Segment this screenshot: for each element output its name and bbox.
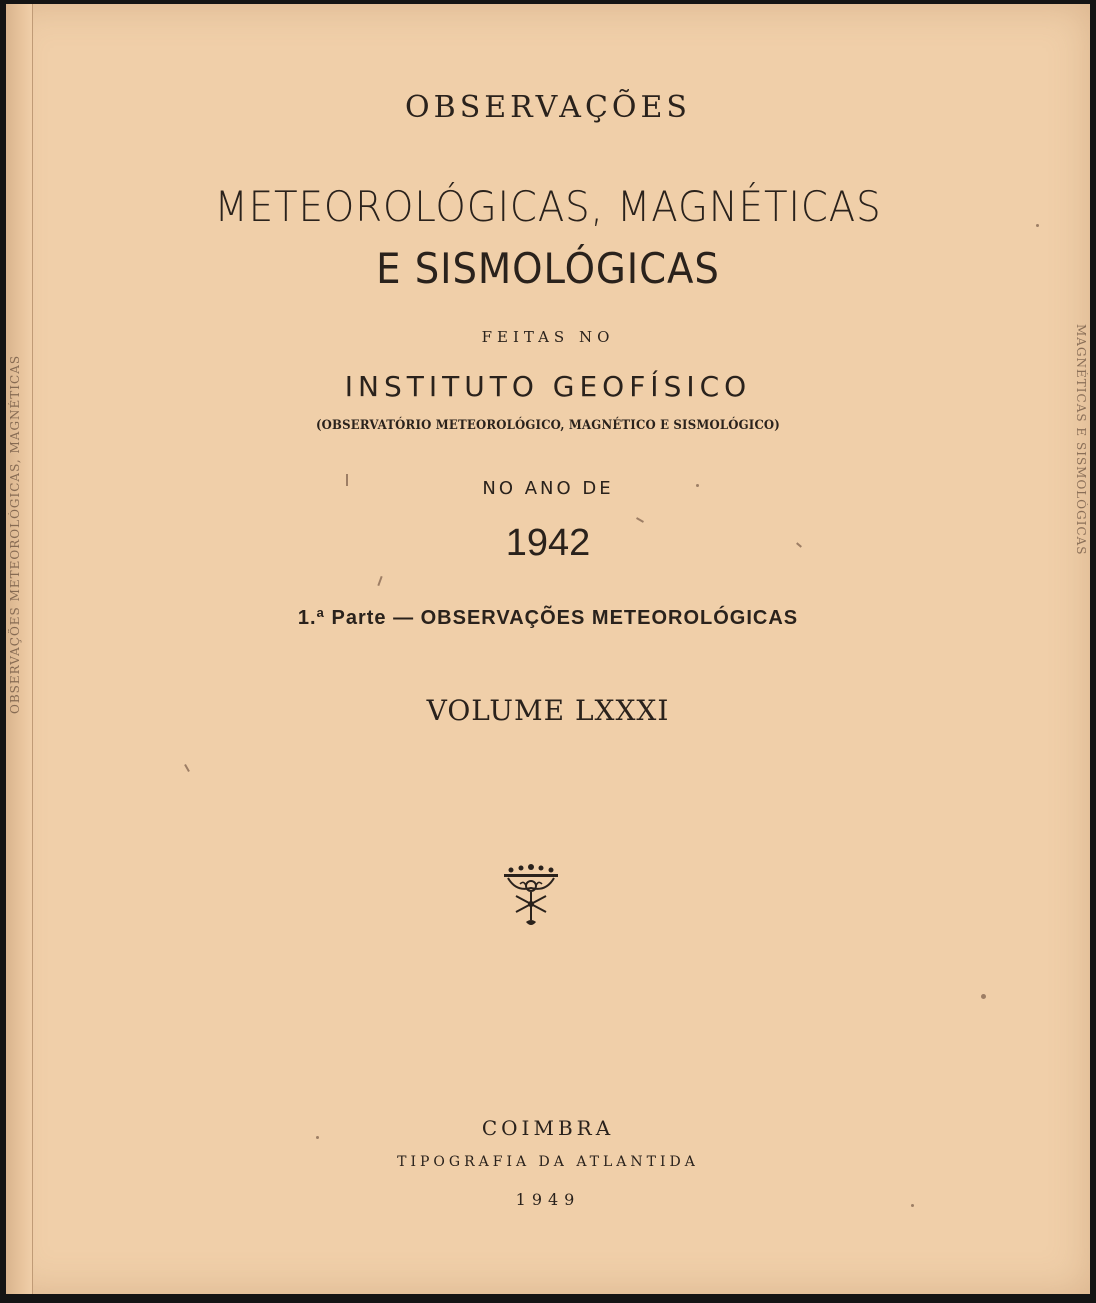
title-meteorologicas-magneticas: METEOROLÓGICAS, MAGNÉTICAS (214, 182, 882, 231)
spine-text-left: OBSERVAÇÕES METEOROLÓGICAS, MAGNÉTICAS (8, 354, 22, 714)
institute-name: INSTITUTO GEOFÍSICO (344, 370, 752, 403)
paper-speck (316, 1136, 319, 1139)
paper-speck (911, 1204, 914, 1207)
printer-ornament-icon (496, 862, 566, 932)
paper-speck (377, 576, 382, 586)
paper-speck (981, 994, 986, 999)
spine-edge (6, 4, 33, 1294)
paper-speck (1036, 224, 1039, 227)
spine-text-right: MAGNÉTICAS E SISMOLÓGICAS (1074, 324, 1088, 556)
publisher: TIPOGRAFIA DA ATLANTIDA (397, 1154, 699, 1170)
feitas-no-label: FEITAS NO (481, 328, 615, 346)
observatory-subtitle: (OBSERVATÓRIO METEOROLÓGICO, MAGNÉTICO E SISMOLÓGICO) (315, 418, 781, 433)
no-ano-de-label: NO ANO DE (482, 478, 614, 499)
cover-page (6, 4, 1090, 1294)
observation-year: 1942 (505, 522, 591, 564)
part-title: 1.ª Parte — OBSERVAÇÕES METEOROLÓGICAS (297, 607, 799, 629)
paper-speck (696, 484, 699, 487)
paper-speck (184, 764, 190, 772)
paper-speck (346, 474, 348, 486)
title-observacoes: OBSERVAÇÕES (405, 90, 691, 125)
publication-year: 1949 (515, 1190, 581, 1209)
volume-number: VOLUME LXXXI (426, 694, 670, 727)
city: COIMBRA (481, 1116, 615, 1140)
title-sismologicas: E SISMOLÓGICAS (376, 244, 720, 293)
